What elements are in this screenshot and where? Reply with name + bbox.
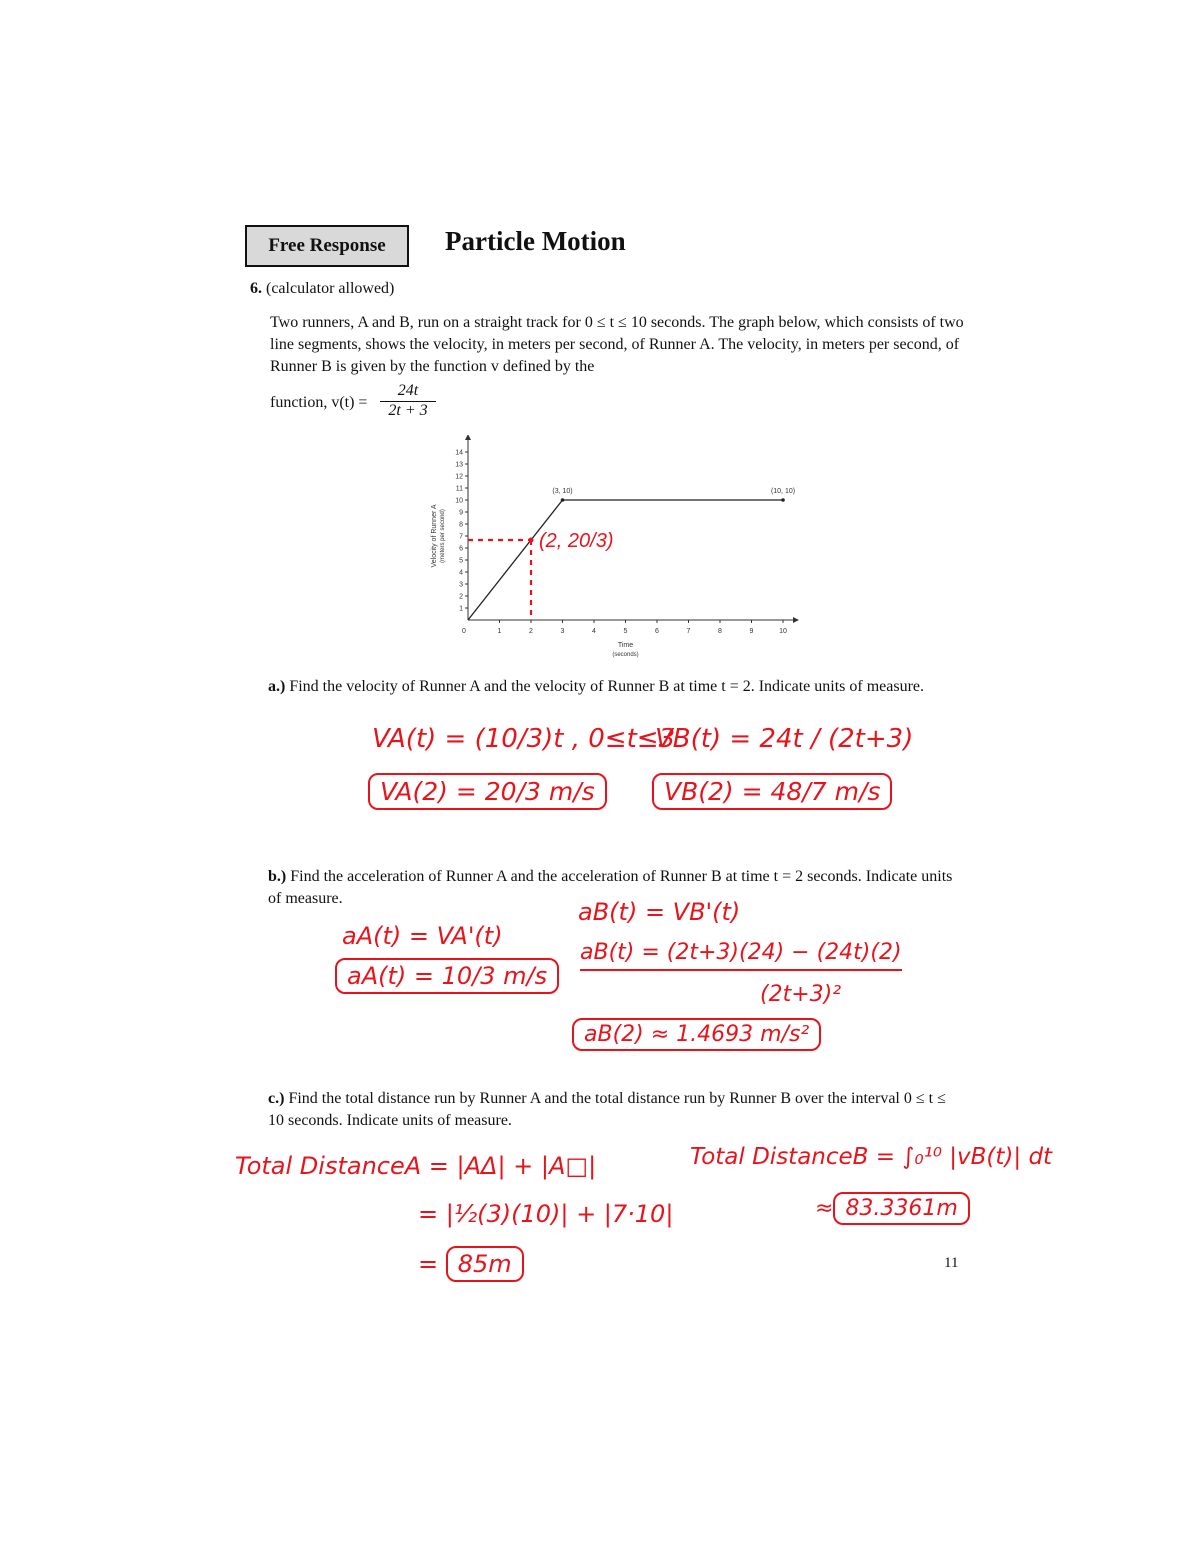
x-tick-label: 9 [749,628,754,635]
annotation-label: (2, 20/3) [539,529,614,552]
free-response-tag [245,225,409,267]
y-axis-arrow [465,435,471,440]
question-number: 6. [250,280,262,297]
page-number: 11 [944,1255,959,1271]
part-b-work-1: aA(t) = VA'(t) [342,922,503,950]
part-b-work-2: aB(t) = VB'(t) [578,898,741,926]
question-note: (calculator allowed) [266,280,395,297]
velocity-chart [400,435,800,670]
y-tick-label: 10 [455,497,463,505]
function-fraction [380,382,436,420]
part-b-work-3-den: (2t+3)² [760,982,842,1007]
x-tick-label: 5 [623,628,628,635]
part-a-work-1: VA(t) = (10/3)t , 0≤t≤3 [372,724,676,754]
x-tick-label: 2 [529,628,533,635]
y-tick-label: 8 [459,521,463,529]
part-a-label: a.) [268,678,286,695]
y-tick-label: 7 [459,533,463,541]
y-tick-label: 12 [455,473,463,481]
chart-layer [431,435,799,658]
y-tick-label: 2 [459,593,463,601]
part-b-work-3: aB(t) = (2t+3)(24) − (24t)(2) [580,940,902,971]
data-point [781,498,785,502]
part-c-work-1: Total DistanceA = |AΔ| + |A□| [235,1152,597,1180]
y-tick-label: 5 [459,557,463,565]
x-tick-label: 1 [497,628,502,635]
x-tick-label: 8 [718,628,722,635]
part-a-work-2: VB(t) = 24t / (2t+3) [655,724,914,754]
function-denominator: 2t + 3 [388,402,428,419]
tag-label: Free Response [268,235,386,256]
y-tick-label: 3 [459,581,463,589]
point-label: (3, 10) [552,488,573,495]
y-tick-label: 14 [455,449,463,457]
part-c-answer-1: 85m [446,1246,524,1282]
x-tick-label: 0 [462,628,466,635]
part-c-answer-2-row: ≈ 83.3361m [815,1196,970,1221]
part-b-label: b.) [268,868,287,885]
x-axis-subtitle: (seconds) [612,652,639,658]
question-header [250,280,394,298]
y-tick-label: 1 [459,605,463,613]
x-tick-label: 10 [779,628,787,635]
part-c-work-2: = |½(3)(10)| + |7·10| [418,1200,674,1228]
part-a-answer-1: VA(2) = 20/3 m/s [368,773,607,810]
y-axis-subtitle: (meters per second) [440,509,446,563]
y-axis-title: Velocity of Runner A [431,504,438,568]
x-axis-arrow [793,617,799,623]
y-tick-label: 6 [459,545,463,553]
function-label: function, v(t) = [270,394,368,411]
y-tick-label: 9 [459,509,463,517]
function-numerator: 24t [380,382,436,402]
x-tick-label: 7 [686,628,691,635]
question-intro: Two runners, A and B, run on a straight track for 0 ≤ t ≤ 10 seconds. The graph below, which consists of two line segments, shows the velocity, in meters per second, of Runner A. The velocity, in meters per second, of Runner B is given by the function v defined by the [270,314,964,375]
part-b-answer-2: aB(2) ≈ 1.4693 m/s² [572,1018,821,1051]
part-c-text: Find the total distance run by Runner A and the total distance run by Runner B over the interval 0 ≤ t ≤ 10 seconds. Indicate units of measure. [268,1090,946,1129]
page-title: Particle Motion [445,226,626,256]
part-a-question [268,676,968,698]
series-line-runner-a [468,500,783,620]
x-tick-label: 3 [560,628,565,635]
part-c-work-3: Total DistanceB = ∫₀¹⁰ |vB(t)| dt [690,1144,1053,1170]
point-label: (10, 10) [770,488,796,495]
part-b-text: Find the acceleration of Runner A and the acceleration of Runner B at time t = 2 seconds. Indicate units of measure. [268,868,953,907]
y-tick-label: 13 [455,461,463,469]
y-tick-label: 4 [459,569,463,577]
data-point [561,498,565,502]
part-a-text: Find the velocity of Runner A and the velocity of Runner B at time t = 2. Indicate units of measure. [289,678,924,695]
part-c-answer-2: 83.3361m [833,1192,969,1225]
x-tick-label: 6 [655,628,659,635]
part-c-answer-1-row: = 85m [418,1250,524,1278]
part-a-answer-2: VB(2) = 48/7 m/s [652,773,892,810]
part-c-question [268,1088,958,1132]
x-tick-label: 4 [592,628,596,635]
annotation-point [529,537,534,542]
x-axis-title: Time [617,642,634,649]
part-c-label: c.) [268,1090,285,1107]
y-tick-label: 11 [455,485,463,493]
part-b-answer-1: aA(t) = 10/3 m/s [335,958,559,994]
